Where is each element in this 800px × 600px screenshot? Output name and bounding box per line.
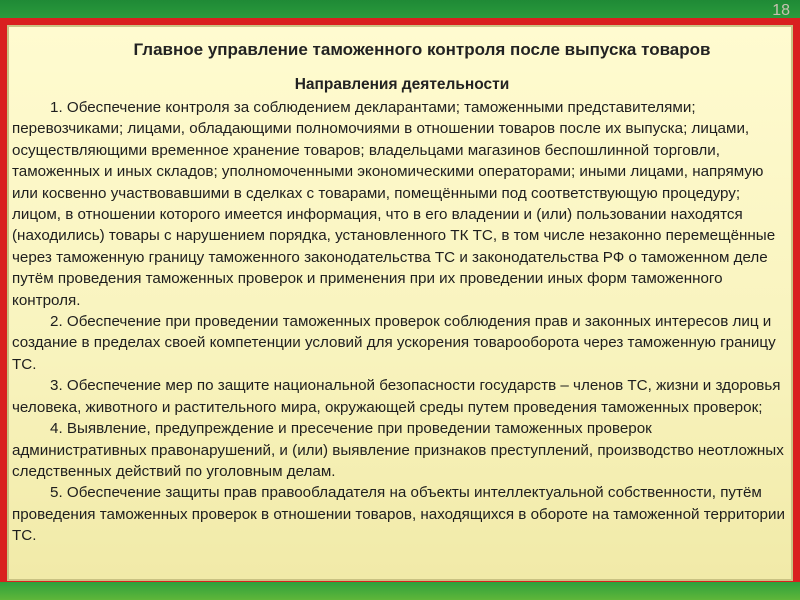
body-text	[12, 97, 790, 547]
red-frame	[0, 18, 800, 588]
paragraph-1: 1. Обеспечение контроля за соблюдением декларантами; таможенными представителями; перевозчиками; лицами, обладающими полномочиями в отношении товаров после их выпуска; лицами, осуществляющими временное хранение товаров; владельцами магазинов беспошлинной торговли, таможенных и иных складов; уполномоченными экономическими операторами; иными лицами, напрямую или косвенно участвовавшими в сделках с товарами, помещёнными под соответствующую процедуру; лицом, в отношении которого имеется информация, что в его владении и (или) пользовании находятся (находились) товары с нарушением порядка, установленного ТК ТС, в том числе незаконно перемещённые через таможенную границу таможенного законодательства ТС и законодательства РФ о таможенном деле путём проведения таможенных проверок и применения при их проведении иных форм таможенного контроля.	[12, 99, 776, 309]
paragraph-5: 5. Обеспечение защиты прав правообладателя на объекты интеллектуальной собственности, путём проведения таможенных проверок в отношении товаров, находящихся в обороте на таможенной территории ТС.	[12, 484, 785, 545]
slide-panel	[7, 25, 793, 581]
slide-title: Главное управление таможенного контроля после выпуска товаров	[133, 40, 711, 59]
paragraph-4: 4. Выявление, предупреждение и пресечение при проведении таможенных проверок административных правонарушений, и (или) выявление признаков преступлений, производство неотложных следственных действий по уголовным делам.	[12, 420, 784, 480]
paragraph-2: 2. Обеспечение при проведении таможенных проверок соблюдения прав и законных интересов лиц и создание в пределах своей компетенции условий для ускорения товарооборота через таможенную границу ТС.	[12, 313, 776, 373]
slide-subtitle: Направления деятельности	[294, 76, 510, 93]
bottom-green-band	[0, 582, 800, 600]
top-green-band	[0, 0, 800, 18]
slide-number: 18	[772, 2, 790, 19]
paragraph-3: 3. Обеспечение мер по защите национальной безопасности государств – членов ТС, жизни и здоровья человека, животного и растительного мира, окружающей среды путем проведения таможенных проверок;	[12, 377, 781, 416]
